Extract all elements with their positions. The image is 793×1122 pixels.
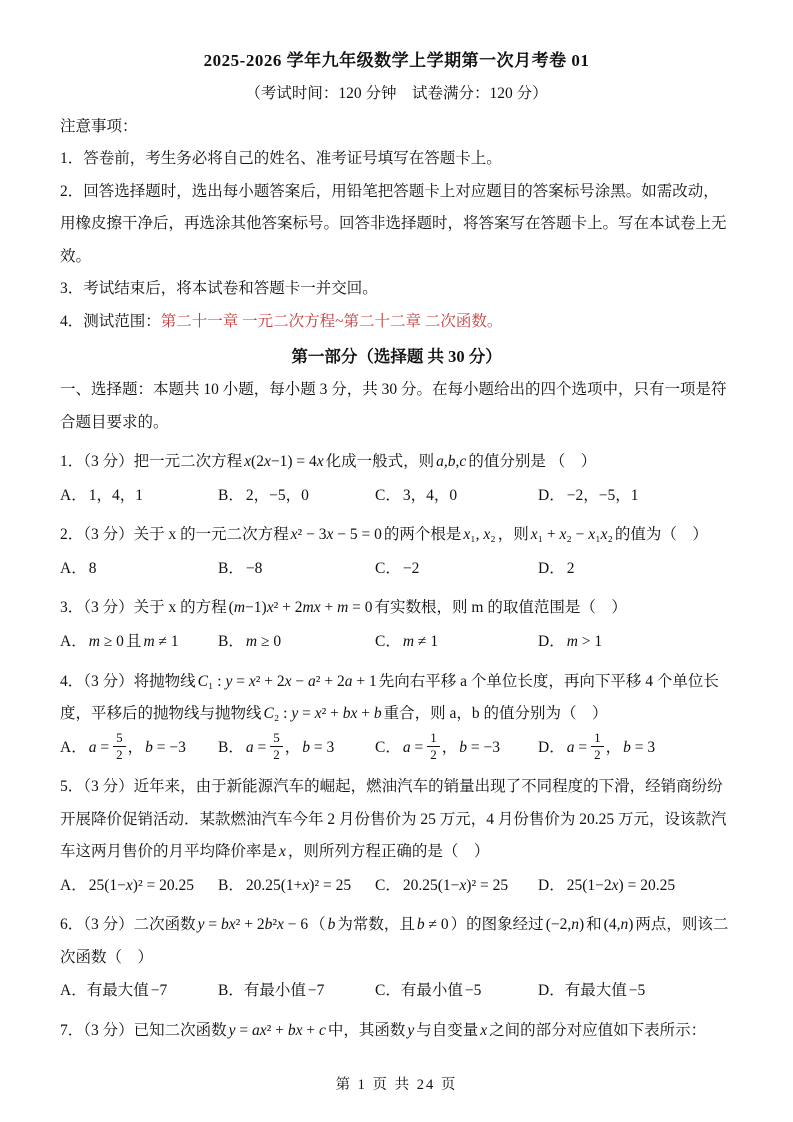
notice-item-3: 3．考试结束后，将本试卷和答题卡一并交回。: [60, 280, 378, 298]
question-7-stem: 7．（3 分）已知二次函数 y = ax² + bx + c 中，其函数 y 与自变量 x 之间的部分对应值如下表所示：: [60, 1022, 707, 1040]
question-5-option-a: A． 25(1−x)² = 20.25: [60, 876, 194, 894]
question-3-option-c: C． m ≠ 1: [375, 633, 439, 651]
question-2-option-a: A． 8: [60, 559, 97, 577]
notice-item-4: [60, 306, 733, 339]
question-5-options: [60, 870, 733, 903]
question-6-stem: 6．（3 分）二次函数 y = bx² + 2b²x − 6 （ b 为常数，且 b ≠ 0 ）的图象经过 (−2,n) 和 (4,n) 两点，则该二次函数（ ）: [60, 916, 729, 966]
page-title: 2025-2026 学年九年级数学上学期第一次月考卷 01: [203, 51, 590, 70]
question-2-options: [60, 553, 733, 586]
notice-item-2: 2．回答选择题时，选出每小题答案后，用铅笔把答题卡上对应题目的答案标号涂黑。如需改动，用橡皮擦干净后，再选涂其他答案标号。回答非选择题时，将答案写在答题卡上。写在本试卷上无效。: [60, 182, 727, 265]
question-1-option-b: B． 2，−5，0: [218, 486, 309, 504]
question-4-stem: 4．（3 分）将抛物线 C₁ : y = x² + 2x − a² + 2a + 1 先向右平移 a 个单位长度，再向下平移 4 个单位长度，平移后的抛物线与抛物线 C₂ : y = x² + bx + b 重合，则 a，b 的值分别为（ ）: [60, 672, 719, 723]
question-5-option-b: B． 20.25(1+x)² = 25: [218, 876, 352, 894]
question-2-option-d: D． 2: [538, 559, 575, 577]
question-4-options: [60, 732, 733, 765]
question-1-options: [60, 480, 733, 513]
notice-item-1: 1．答卷前，考生务必将自己的姓名、准考证号填写在答题卡上。: [60, 150, 502, 168]
question-4-option-a: A． a = $\frac{5}{2}$ ， b = −3: [60, 730, 186, 762]
question-6-option-c: C．有最小值 −5: [375, 982, 482, 1000]
question-2-option-b: B． −8: [218, 559, 263, 577]
question-6-option-b: B．有最小值 −7: [218, 982, 325, 1000]
question-4-option-c: C． a = $\frac{1}{2}$ ， b = −3: [375, 730, 500, 762]
question-4-option-b: B． a = $\frac{5}{2}$ ， b = 3: [218, 730, 335, 762]
question-1-option-d: D． −2，−5，1: [538, 486, 639, 504]
question-3-stem: 3．（3 分）关于 x 的方程 (m−1)x² + 2mx + m = 0 有实数根，则 m 的取值范围是（ ）: [60, 599, 627, 617]
question-2-option-c: C． −2: [375, 559, 420, 577]
question-5-option-c: C． 20.25(1−x)² = 25: [375, 876, 509, 894]
question-3-option-d: D． m > 1: [538, 633, 603, 651]
question-3-option-b: B． m ≥ 0: [218, 633, 282, 651]
page-number: 第 1 页 共 24 页: [335, 1076, 458, 1093]
question-6-option-d: D．有最大值 −5: [538, 982, 646, 1000]
question-6-option-a: A．有最大值 −7: [60, 982, 168, 1000]
notice-item-4-prefix: 4．测试范围：: [60, 312, 161, 330]
question-5-option-d: D． 25(1−2x) = 20.25: [538, 876, 676, 894]
question-3-options: [60, 626, 733, 659]
question-2-stem: 2．（3 分）关于 x 的一元二次方程 x² − 3x − 5 = 0 的两个根是 x₁, x₂ ，则 x₁ + x₂ − x₁x₂ 的值为（ ）: [60, 526, 708, 544]
question-1-option-c: C． 3，4，0: [375, 486, 458, 504]
section-intro: 一、选择题：本题共 10 小题，每小题 3 分，共 30 分。在每小题给出的四个选项中，只有一项是符合题目要求的。: [60, 381, 727, 431]
question-1-stem: 1．（3 分）把一元二次方程 x(2x−1) = 4x 化成一般式，则 a,b,c 的值分别是 （ ）: [60, 453, 597, 471]
question-5-stem: 5．（3 分）近年来，由于新能源汽车的崛起，燃油汽车的销量出现了不同程度的下滑，经销商纷纷开展降价促销活动．某款燃油汽车今年 2 月份售价为 25 万元，4 月份售价为 20.25 万元，设该款汽车这两月售价的月平均降价率是 x ，则所列方程正确的是（ ）: [60, 778, 727, 861]
question-6-options: [60, 975, 733, 1008]
question-4-option-d: D． a = $\frac{1}{2}$ ， b = 3: [538, 730, 656, 762]
question-3-option-a: A． m ≥ 0 且 m ≠ 1: [60, 633, 179, 651]
test-scope-text: 第二十一章 一元二次方程~第二十二章 二次函数。: [160, 312, 503, 330]
exam-info: （考试时间：120 分钟 试卷满分：120 分）: [245, 85, 548, 102]
section-header: 第一部分（选择题 共 30 分）: [291, 347, 502, 367]
notice-heading: 注意事项：: [60, 117, 138, 135]
question-1-option-a: A． 1，4，1: [60, 486, 143, 504]
